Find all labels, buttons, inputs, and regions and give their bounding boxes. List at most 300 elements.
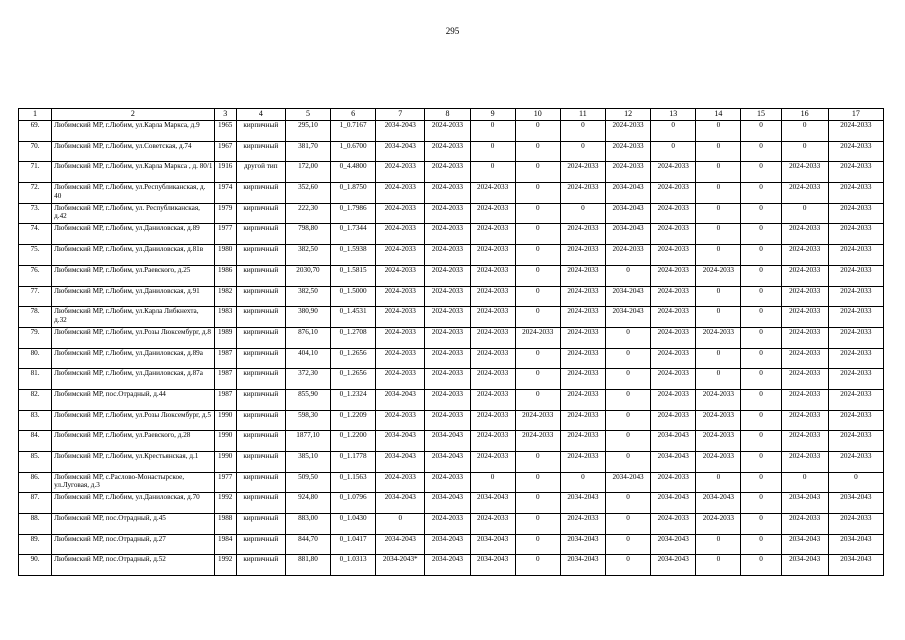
table-cell: 2024-2033 xyxy=(425,162,470,183)
table-cell: 1988 xyxy=(214,514,236,535)
table-cell: 0 xyxy=(470,472,515,493)
table-cell: 0 xyxy=(515,183,560,204)
table-cell: 0_1.2656 xyxy=(331,369,376,390)
table-cell: 1990 xyxy=(214,410,236,431)
table-cell: 1987 xyxy=(214,369,236,390)
table-cell: кирпичный xyxy=(236,327,285,348)
table-cell: 2024-2033 xyxy=(828,410,883,431)
table-cell: 2024-2033 xyxy=(560,431,605,452)
table-cell: 0 xyxy=(515,514,560,535)
table-cell: 2024-2033 xyxy=(470,286,515,307)
address-cell: Любимский МР, г.Любим, ул.Карла Маркса, д.9 xyxy=(52,121,215,142)
table-cell: 2024-2033 xyxy=(781,514,828,535)
table-cell: 2024-2033 xyxy=(696,431,741,452)
table-cell: 2034-2043 xyxy=(781,493,828,514)
table-cell: 0_1.5815 xyxy=(331,265,376,286)
table-cell: 2024-2033 xyxy=(425,348,470,369)
column-header-15: 15 xyxy=(741,109,781,121)
table-cell: 2024-2033 xyxy=(605,245,650,266)
table-cell: 2034-2043 xyxy=(470,534,515,555)
table-cell: 0 xyxy=(741,203,781,224)
table-cell: 0 xyxy=(741,121,781,142)
table-cell: 2024-2033 xyxy=(605,121,650,142)
address-cell: Любимский МР, г.Любим, ул.Раевского, д.28 xyxy=(52,431,215,452)
table-cell: 0 xyxy=(741,327,781,348)
table-cell: 2034-2043 xyxy=(425,431,470,452)
table-cell: 2034-2043 xyxy=(781,534,828,555)
table-cell: другой тип xyxy=(236,162,285,183)
table-row xyxy=(19,203,884,224)
column-header-3: 3 xyxy=(214,109,236,121)
table-cell: 2024-2033 xyxy=(425,224,470,245)
table-cell: 0 xyxy=(605,348,650,369)
table-cell: 2034-2043 xyxy=(425,493,470,514)
table-cell: 0 xyxy=(605,452,650,473)
table-cell: 2024-2033 xyxy=(425,327,470,348)
table-cell: 2024-2033 xyxy=(515,327,560,348)
table-cell: 2024-2033 xyxy=(651,265,696,286)
column-header-4: 4 xyxy=(236,109,285,121)
table-cell: кирпичный xyxy=(236,183,285,204)
table-cell: 0_1.5000 xyxy=(331,286,376,307)
column-header-1: 1 xyxy=(19,109,52,121)
table-cell: 2034-2043 xyxy=(560,555,605,576)
row-number-cell: 69. xyxy=(19,121,52,142)
table-cell: кирпичный xyxy=(236,265,285,286)
table-cell: 0 xyxy=(828,472,883,493)
table-cell: 0 xyxy=(781,141,828,162)
table-cell: 385,10 xyxy=(285,452,330,473)
table-cell: 0 xyxy=(515,348,560,369)
table-cell: 2024-2033 xyxy=(781,265,828,286)
table-cell: кирпичный xyxy=(236,431,285,452)
address-cell: Любимский МР, г.Любим, ул.Даниловская, д.89а xyxy=(52,348,215,369)
table-cell: 2024-2033 xyxy=(376,245,425,266)
table-cell: 2024-2033 xyxy=(651,183,696,204)
table-cell: 2024-2033 xyxy=(828,224,883,245)
table-cell: 2024-2033 xyxy=(376,183,425,204)
row-number-cell: 88. xyxy=(19,514,52,535)
table-cell: 2024-2033 xyxy=(560,224,605,245)
table-cell: 2024-2033 xyxy=(470,327,515,348)
table-cell: 0 xyxy=(696,183,741,204)
table-cell: 372,30 xyxy=(285,369,330,390)
table-cell: 2024-2033 xyxy=(651,369,696,390)
table-cell: 2024-2033 xyxy=(605,162,650,183)
table-cell: 2024-2033 xyxy=(781,452,828,473)
table-cell: 0 xyxy=(515,452,560,473)
table-cell: 1992 xyxy=(214,555,236,576)
table-cell: 0 xyxy=(741,431,781,452)
table-cell: 876,10 xyxy=(285,327,330,348)
row-number-cell: 85. xyxy=(19,452,52,473)
table-cell: 2024-2033 xyxy=(828,245,883,266)
table-cell: 0_1.7986 xyxy=(331,203,376,224)
table-cell: кирпичный xyxy=(236,224,285,245)
table-cell: 0 xyxy=(781,203,828,224)
table-cell: 0 xyxy=(696,141,741,162)
table-cell: 2024-2033 xyxy=(376,327,425,348)
table-cell: 2024-2033 xyxy=(781,224,828,245)
table-cell: 0 xyxy=(781,472,828,493)
table-cell: 2024-2033 xyxy=(560,389,605,410)
row-number-cell: 81. xyxy=(19,369,52,390)
table-cell: 0 xyxy=(515,121,560,142)
table-cell: 0 xyxy=(696,286,741,307)
table-cell: 1992 xyxy=(214,493,236,514)
table-cell: 0 xyxy=(515,369,560,390)
table-cell: 0 xyxy=(741,369,781,390)
table-cell: 2024-2033 xyxy=(828,203,883,224)
table-cell: 2034-2043 xyxy=(651,452,696,473)
address-cell: Любимский МР, г.Любим, ул.Крестьянская, д.1 xyxy=(52,452,215,473)
table-cell: 0 xyxy=(515,245,560,266)
table-cell: 1984 xyxy=(214,534,236,555)
table-cell: 2034-2043 xyxy=(605,307,650,328)
address-cell: Любимский МР, г.Любим, ул.Карла Маркса , д. 80/1 xyxy=(52,162,215,183)
address-cell: Любимский МР, г.Любим, ул.Даниловская, д.81в xyxy=(52,245,215,266)
table-cell: 2024-2033 xyxy=(605,141,650,162)
table-cell: 2024-2033 xyxy=(828,162,883,183)
table-cell: 0 xyxy=(470,141,515,162)
table-cell: 0_1.1778 xyxy=(331,452,376,473)
table-cell: 924,80 xyxy=(285,493,330,514)
table-cell: 2024-2033 xyxy=(781,286,828,307)
table-cell: 2024-2033 xyxy=(560,348,605,369)
table-cell: 2024-2033 xyxy=(560,183,605,204)
table-row xyxy=(19,472,884,493)
table-cell: 381,70 xyxy=(285,141,330,162)
table-cell: 2034-2043 xyxy=(425,534,470,555)
table-cell: 2034-2043 xyxy=(605,203,650,224)
table-cell: 0 xyxy=(741,224,781,245)
table-cell: 855,90 xyxy=(285,389,330,410)
table-cell: кирпичный xyxy=(236,514,285,535)
table-cell: 2024-2033 xyxy=(781,162,828,183)
table-cell: 380,90 xyxy=(285,307,330,328)
table-cell: кирпичный xyxy=(236,121,285,142)
row-number-cell: 73. xyxy=(19,203,52,224)
table-cell: 2024-2033 xyxy=(651,410,696,431)
table-cell: 2024-2033 xyxy=(696,327,741,348)
table-cell: 2024-2033 xyxy=(781,327,828,348)
table-cell: 2024-2033 xyxy=(828,265,883,286)
row-number-cell: 86. xyxy=(19,472,52,493)
table-row xyxy=(19,431,884,452)
table-cell: 2024-2033 xyxy=(828,369,883,390)
column-header-9: 9 xyxy=(470,109,515,121)
table-cell: 2024-2033 xyxy=(376,369,425,390)
row-number-cell: 89. xyxy=(19,534,52,555)
column-header-16: 16 xyxy=(781,109,828,121)
table-cell: 0 xyxy=(696,348,741,369)
table-cell: 2024-2033 xyxy=(560,452,605,473)
table-cell: 2024-2033 xyxy=(828,389,883,410)
table-cell: 1986 xyxy=(214,265,236,286)
table-cell: 2024-2033 xyxy=(781,410,828,431)
table-cell: кирпичный xyxy=(236,245,285,266)
table-cell: 0 xyxy=(696,307,741,328)
table-cell: 2024-2033 xyxy=(651,307,696,328)
table-cell: 1982 xyxy=(214,286,236,307)
table-cell: 2034-2043 xyxy=(605,224,650,245)
table-cell: 2034-2043 xyxy=(470,493,515,514)
table-cell: 2024-2033 xyxy=(470,265,515,286)
table-cell: 0 xyxy=(741,307,781,328)
table-cell: 1979 xyxy=(214,203,236,224)
address-cell: Любимский МР, пос.Отрадный, д.44 xyxy=(52,389,215,410)
table-cell: 0 xyxy=(605,410,650,431)
table-cell: 0_1.1563 xyxy=(331,472,376,493)
table-cell: 0 xyxy=(696,121,741,142)
table-cell: 0_1.2324 xyxy=(331,389,376,410)
table-row xyxy=(19,452,884,473)
table-cell: 1987 xyxy=(214,348,236,369)
address-cell: Любимский МР, г.Любим, ул.Республиканская, д. 40 xyxy=(52,183,215,204)
table-cell: 2034-2043 xyxy=(605,472,650,493)
table-cell: 0 xyxy=(515,224,560,245)
table-cell: 2024-2033 xyxy=(828,121,883,142)
table-cell: 0 xyxy=(696,534,741,555)
column-header-10: 10 xyxy=(515,109,560,121)
table-cell: кирпичный xyxy=(236,493,285,514)
table-cell: 2024-2033 xyxy=(376,162,425,183)
table-cell: 0 xyxy=(605,389,650,410)
row-number-cell: 76. xyxy=(19,265,52,286)
table-cell: кирпичный xyxy=(236,555,285,576)
table-cell: 509,50 xyxy=(285,472,330,493)
table-cell: 2024-2033 xyxy=(560,162,605,183)
table-cell: 2024-2033 xyxy=(781,389,828,410)
address-cell: Любимский МР, г.Любим, ул.Даниловская, д.70 xyxy=(52,493,215,514)
table-cell: 2024-2033 xyxy=(515,410,560,431)
table-cell: 0 xyxy=(605,493,650,514)
table-cell: 2024-2033 xyxy=(828,286,883,307)
table-cell: 2024-2033 xyxy=(696,389,741,410)
table-cell: 0 xyxy=(605,555,650,576)
table-cell: 1980 xyxy=(214,245,236,266)
table-cell: 0 xyxy=(741,452,781,473)
table-cell: 2034-2043 xyxy=(651,534,696,555)
table-cell: 2024-2033 xyxy=(651,389,696,410)
table-cell: 2024-2033 xyxy=(515,431,560,452)
table-cell: кирпичный xyxy=(236,389,285,410)
table-cell: 2024-2033 xyxy=(828,348,883,369)
table-row xyxy=(19,307,884,328)
table-cell: 2024-2033 xyxy=(470,203,515,224)
table-cell: 2024-2033 xyxy=(425,307,470,328)
address-cell: Любимский МР, пос.Отрадный, д.45 xyxy=(52,514,215,535)
table-cell: 2024-2033 xyxy=(425,472,470,493)
table-cell: 0_1.2708 xyxy=(331,327,376,348)
table-row xyxy=(19,141,884,162)
column-header-7: 7 xyxy=(376,109,425,121)
table-cell: 1965 xyxy=(214,121,236,142)
row-number-cell: 70. xyxy=(19,141,52,162)
table-row xyxy=(19,286,884,307)
table-cell: 2024-2033 xyxy=(425,265,470,286)
table-cell: 0 xyxy=(515,162,560,183)
table-row xyxy=(19,410,884,431)
table-cell: 222,30 xyxy=(285,203,330,224)
table-cell: 2024-2033 xyxy=(560,369,605,390)
table-cell: 1877,10 xyxy=(285,431,330,452)
table-cell: 2024-2033 xyxy=(781,369,828,390)
table-cell: 2024-2033 xyxy=(470,389,515,410)
address-cell: Любимский МР, пос.Отрадный, д.27 xyxy=(52,534,215,555)
table-cell: 2024-2033 xyxy=(376,224,425,245)
table-cell: 2034-2043 xyxy=(376,121,425,142)
address-cell: Любимский МР, г.Любим, ул.Даниловская, д.87а xyxy=(52,369,215,390)
table-cell: 2034-2043 xyxy=(651,431,696,452)
table-cell: 0 xyxy=(741,183,781,204)
table-cell: 2024-2033 xyxy=(828,431,883,452)
table-cell: 0 xyxy=(470,162,515,183)
table-cell: 0_1.2656 xyxy=(331,348,376,369)
table-cell: 2024-2033 xyxy=(425,389,470,410)
table-cell: 1916 xyxy=(214,162,236,183)
table-cell: 2024-2033 xyxy=(560,307,605,328)
table-cell: 0_4.4800 xyxy=(331,162,376,183)
table-row xyxy=(19,224,884,245)
table-cell: 1_0.7167 xyxy=(331,121,376,142)
table-cell: 2034-2043 xyxy=(425,452,470,473)
table-cell: 0 xyxy=(696,555,741,576)
table-cell: кирпичный xyxy=(236,348,285,369)
table-cell: кирпичный xyxy=(236,452,285,473)
table-cell: 0 xyxy=(376,514,425,535)
table-cell: 2024-2033 xyxy=(376,265,425,286)
table-cell: 0 xyxy=(605,265,650,286)
table-cell: кирпичный xyxy=(236,307,285,328)
table-cell: 1987 xyxy=(214,389,236,410)
table-cell: 0_1.2209 xyxy=(331,410,376,431)
table-cell: 2034-2043 xyxy=(376,141,425,162)
table-cell: кирпичный xyxy=(236,472,285,493)
table-cell: кирпичный xyxy=(236,534,285,555)
table-cell: 0 xyxy=(741,348,781,369)
table-cell: 0 xyxy=(560,203,605,224)
column-header-2: 2 xyxy=(52,109,215,121)
table-cell: 0 xyxy=(515,265,560,286)
table-body xyxy=(19,121,884,576)
table-cell: 0 xyxy=(696,472,741,493)
table-cell: 0 xyxy=(515,286,560,307)
table-cell: 0 xyxy=(741,265,781,286)
table-cell: 2024-2033 xyxy=(470,369,515,390)
address-cell: Любимский МР, г.Любим, ул.Розы Люксембург, д.5 xyxy=(52,410,215,431)
table-cell: 295,10 xyxy=(285,121,330,142)
table-row xyxy=(19,327,884,348)
table-cell: 2034-2043 xyxy=(605,286,650,307)
table-cell: 2024-2033 xyxy=(425,514,470,535)
row-number-cell: 79. xyxy=(19,327,52,348)
table-cell: 0 xyxy=(515,141,560,162)
table-cell: 2024-2033 xyxy=(470,183,515,204)
address-cell: Любимский МР, г.Любим, ул.Розы Люксембург, д.8 xyxy=(52,327,215,348)
address-cell: Любимский МР, пос.Отрадный, д.52 xyxy=(52,555,215,576)
table-cell: 0 xyxy=(560,141,605,162)
table-row xyxy=(19,348,884,369)
table-cell: 0_1.4531 xyxy=(331,307,376,328)
table-row xyxy=(19,534,884,555)
table-cell: 2024-2033 xyxy=(376,307,425,328)
table-row xyxy=(19,555,884,576)
table-cell: 0 xyxy=(696,224,741,245)
table-cell: 1977 xyxy=(214,224,236,245)
table-row xyxy=(19,369,884,390)
row-number-cell: 71. xyxy=(19,162,52,183)
table-cell: 2024-2033 xyxy=(470,514,515,535)
table-cell: 2024-2033 xyxy=(425,183,470,204)
table-row xyxy=(19,121,884,142)
address-cell: Любимский МР, с.Раслово-Монастырское, ул.Луговая, д.3 xyxy=(52,472,215,493)
table-cell: 2024-2033 xyxy=(376,348,425,369)
table-cell: 0 xyxy=(605,431,650,452)
address-cell: Любимский МР, г.Любим, ул.Даниловская, д.91 xyxy=(52,286,215,307)
table-cell: кирпичный xyxy=(236,410,285,431)
table-cell: 2024-2033 xyxy=(651,514,696,535)
table-cell: 2024-2033 xyxy=(376,472,425,493)
table-cell: кирпичный xyxy=(236,286,285,307)
table-cell: 2024-2033 xyxy=(560,514,605,535)
table-cell: 0_1.0796 xyxy=(331,493,376,514)
table-cell: 1990 xyxy=(214,452,236,473)
table-cell: 2024-2033 xyxy=(376,286,425,307)
table-cell: 1974 xyxy=(214,183,236,204)
table-cell: 2024-2033 xyxy=(425,245,470,266)
page-number: 295 xyxy=(445,26,460,36)
table-cell: 881,80 xyxy=(285,555,330,576)
table-cell: 0 xyxy=(696,369,741,390)
table-cell: 2024-2033 xyxy=(651,245,696,266)
table-cell: 2024-2033 xyxy=(651,162,696,183)
table-row xyxy=(19,162,884,183)
table-cell: 352,60 xyxy=(285,183,330,204)
table-cell: 2034-2043 xyxy=(470,555,515,576)
table-cell: 0 xyxy=(515,203,560,224)
table-cell: 2024-2033 xyxy=(828,514,883,535)
table-cell: 2034-2043 xyxy=(781,555,828,576)
row-number-cell: 72. xyxy=(19,183,52,204)
table-cell: 2024-2033 xyxy=(560,327,605,348)
table-cell: 0 xyxy=(515,472,560,493)
table-cell: 2024-2033 xyxy=(781,183,828,204)
table-cell: 2024-2033 xyxy=(828,141,883,162)
address-cell: Любимский МР, г.Любим, ул. Республиканская, д.42 xyxy=(52,203,215,224)
table-cell: 0 xyxy=(781,121,828,142)
table-cell: 2024-2033 xyxy=(651,224,696,245)
row-number-cell: 87. xyxy=(19,493,52,514)
table-cell: 2034-2043 xyxy=(696,493,741,514)
table-cell: кирпичный xyxy=(236,203,285,224)
table-cell: 0 xyxy=(515,493,560,514)
table-cell: 2024-2033 xyxy=(425,141,470,162)
table-cell: 2034-2043 xyxy=(605,183,650,204)
table-cell: 2034-2043 xyxy=(376,452,425,473)
table-cell: 2024-2033 xyxy=(651,327,696,348)
table-cell: 883,00 xyxy=(285,514,330,535)
table-cell: 0 xyxy=(741,286,781,307)
table-cell: 2034-2043 xyxy=(651,493,696,514)
table-cell: 2034-2043 xyxy=(376,431,425,452)
table-cell: 2024-2033 xyxy=(376,203,425,224)
row-number-cell: 84. xyxy=(19,431,52,452)
table-cell: 598,30 xyxy=(285,410,330,431)
table-cell: 2034-2043 xyxy=(376,389,425,410)
table-cell: 2024-2033 xyxy=(696,514,741,535)
table-cell: 0_1.0313 xyxy=(331,555,376,576)
